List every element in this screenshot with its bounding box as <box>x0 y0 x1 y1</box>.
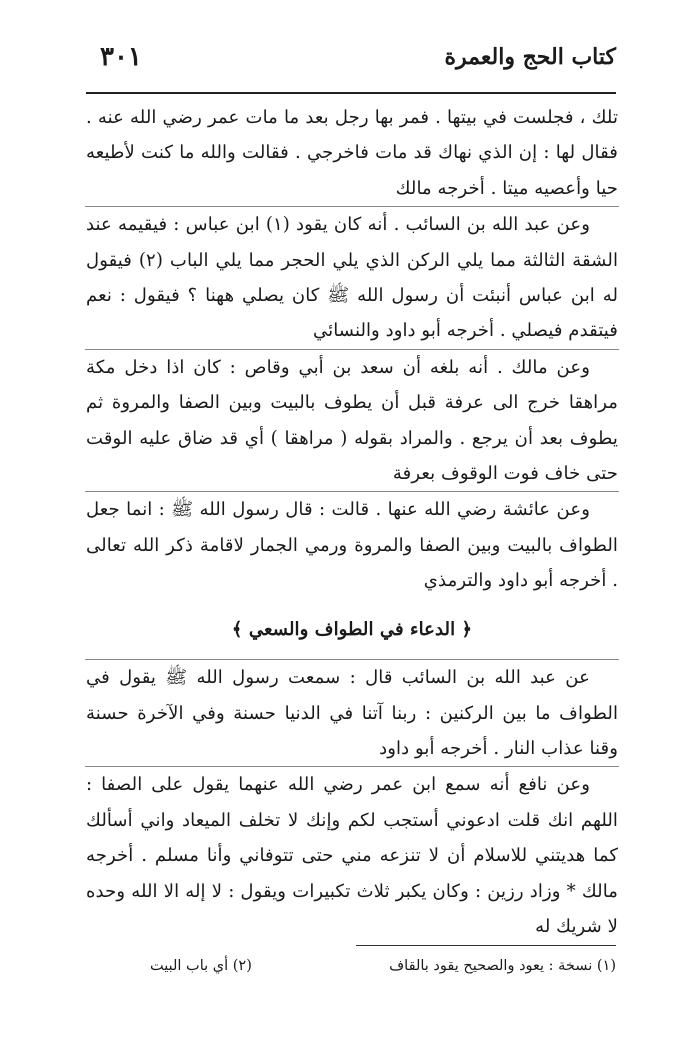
paragraph-dua-safa: وعن نافع أنه سمع ابن عمر رضي الله عنهما يقول على الصفا : اللهم انك قلت ادعوني أستجب لكم وإنك لا تخلف الميعاد واني أسألك كما هديتني للاسلام أن لا تنزعه مني حتى تتوفاني وأنا مسلم . أخرجه مالك * وزاد رزين : وكان يكبر ثلاث تكبيرات ويقول : لا إله الا الله وحده لا شريك له <box>86 774 618 937</box>
paragraph-hadith-ibn-alsaib: وعن عبد الله بن السائب . أنه كان يقود (١) ابن عباس : فيقيمه عند الشقة الثالثة مما يلي الركن الذي يلي الحجر مما يلي الباب (٢) فيقول له ابن عباس أنبئت أن رسول الله ﷺ كان يصلي ههنا ؟ فيقول : نعم فيتقدم فيصلي . أخرجه أبو داود والنسائي <box>86 214 618 342</box>
book-title: كتاب الحج والعمرة <box>444 44 616 70</box>
header-rule <box>86 92 616 94</box>
page-number: ٣٠١ <box>100 42 142 72</box>
paragraph-hadith-aisha: وعن عائشة رضي الله عنها . قالت : قال رسول الله ﷺ : انما جعل الطواف بالبيت وبين الصفا والمروة ورمي الجمار لاقامة ذكر الله تعالى . أخرجه أبو داود والترمذي <box>86 499 618 592</box>
section-heading: ﴿ الدعاء في الطواف والسعي ﴾ <box>231 618 473 640</box>
footnote-2: (٢) أي باب البيت <box>150 958 252 974</box>
footnote-1: (١) نسخة : يعود والصحيح يقود بالقاف <box>389 958 616 974</box>
footnote-rule <box>356 945 616 946</box>
paragraph-dua-tawaf: عن عبد الله بن السائب قال : سمعت رسول الله ﷺ يقول في الطواف ما بين الركنين : ربنا آتنا في الدنيا حسنة وفي الآخرة حسنة وقنا عذاب النار . أخرجه أبو داود <box>86 667 618 759</box>
main-text <box>86 100 618 944</box>
paragraph-continuation: تلك ، فجلست في بيتها . فمر بها رجل بعد ما مات عمر رضي الله عنه . فقال لها : إن الذي نهاك قد مات فاخرجي . فقالت والله ما كنت لأطيعه حيا وأعصيه ميتا . أخرجه مالك <box>86 107 618 199</box>
paragraph-hadith-malik: وعن مالك . أنه بلغه أن سعد بن أبي وقاص : كان اذا دخل مكة مراهقا خرج الى عرفة قبل أن يطوف بالبيت وبين الصفا والمروة ثم يطوف بعد أن يرجع . والمراد بقوله ( مراهقا ) أي قد ضاق عليه الوقت حتى خاف فوت الوقوف بعرفة <box>86 356 618 485</box>
page-header <box>86 42 616 88</box>
footnotes <box>150 954 616 984</box>
